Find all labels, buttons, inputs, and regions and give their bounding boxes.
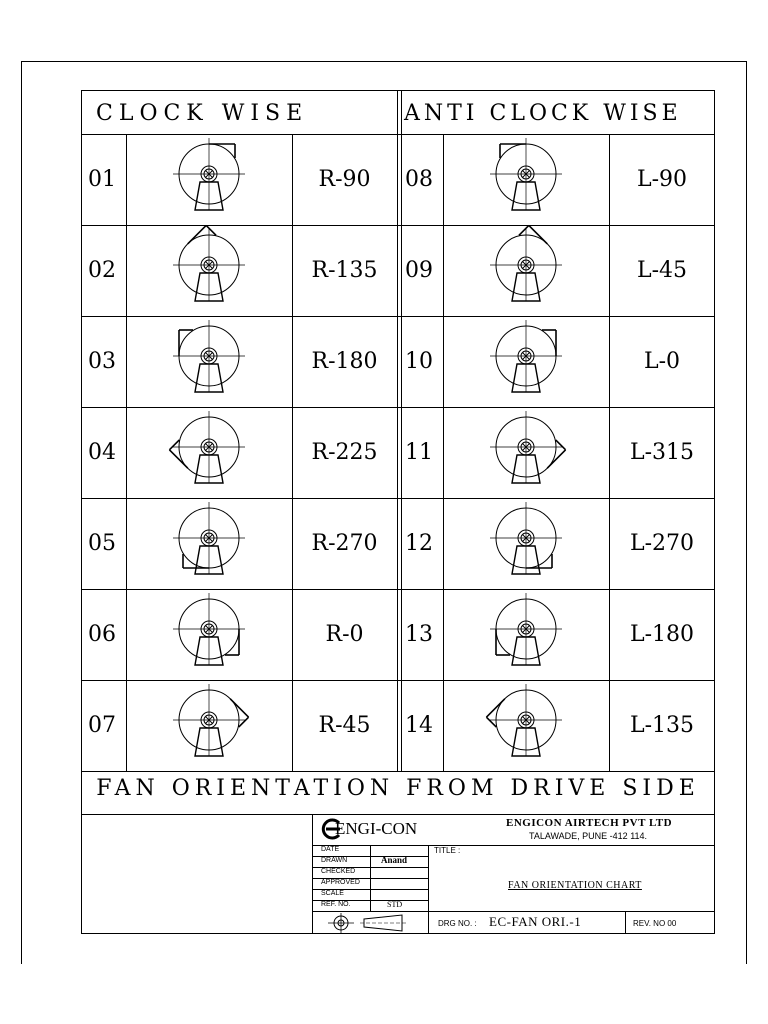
orientation-code: R-90 <box>318 167 371 192</box>
orientation-code: L-90 <box>636 167 688 192</box>
row-number: 07 <box>88 713 116 738</box>
orientation-code: R-270 <box>311 531 378 556</box>
drawing-title: FAN ORIENTATION CHART <box>508 880 642 891</box>
row-number: 12 <box>405 531 433 556</box>
row-number: 14 <box>405 713 433 738</box>
orientation-code: R-45 <box>318 713 371 738</box>
row-number: 08 <box>405 167 433 192</box>
title-label: TITLE : <box>434 846 461 855</box>
rule <box>428 845 429 934</box>
orientation-code: R-180 <box>311 349 378 374</box>
fan-orientation-icon <box>149 316 269 406</box>
scale-label: SCALE <box>321 890 344 897</box>
ref-no-value: STD <box>387 900 403 909</box>
fan-orientation-icon <box>149 134 269 224</box>
drawing-number: EC-FAN ORI.-1 <box>489 914 582 929</box>
fan-orientation-icon <box>466 225 586 315</box>
fan-orientation-icon <box>466 498 586 588</box>
fan-orientation-icon <box>466 680 586 770</box>
company-name: ENGICON AIRTECH PVT LTD <box>506 817 673 829</box>
header-anticlockwise: ANTI CLOCK WISE <box>404 101 682 126</box>
fan-orientation-icon <box>466 407 586 497</box>
row-number: 11 <box>405 440 433 465</box>
chart-caption: FAN ORIENTATION FROM DRIVE SIDE <box>96 776 700 801</box>
rule <box>81 814 715 815</box>
row-number: 13 <box>405 622 433 647</box>
row-number: 03 <box>88 349 116 374</box>
rule <box>312 814 313 934</box>
orientation-code: R-0 <box>325 622 364 647</box>
fan-orientation-icon <box>149 407 269 497</box>
orientation-code: R-135 <box>311 258 378 283</box>
rule <box>370 845 371 911</box>
fan-orientation-icon <box>149 225 269 315</box>
orientation-code: L-180 <box>629 622 695 647</box>
fan-orientation-icon <box>149 589 269 679</box>
orientation-code: R-225 <box>311 440 378 465</box>
row-number: 09 <box>405 258 433 283</box>
fan-orientation-icon <box>149 498 269 588</box>
rule <box>443 134 444 771</box>
orientation-code: L-315 <box>629 440 695 465</box>
row-number: 10 <box>405 349 433 374</box>
projection-symbol-icon <box>320 912 420 934</box>
date-label: DATE <box>321 846 340 853</box>
logo-text: ENGI-CON <box>335 819 418 838</box>
orientation-code: L-0 <box>643 349 681 374</box>
drg-no-label: DRG NO. : <box>438 919 477 928</box>
company-address: TALAWADE, PUNE -412 114. <box>529 831 648 841</box>
rule <box>625 911 626 934</box>
rule <box>312 845 715 846</box>
row-number: 05 <box>88 531 116 556</box>
revision-number: REV. NO 00 <box>633 919 677 928</box>
drawn-by: Anand <box>381 855 408 865</box>
fan-orientation-icon <box>466 589 586 679</box>
rule <box>401 90 402 771</box>
orientation-code: L-270 <box>629 531 695 556</box>
row-number: 06 <box>88 622 116 647</box>
fan-orientation-icon <box>149 680 269 770</box>
orientation-code: L-135 <box>629 713 695 738</box>
rule <box>397 90 398 771</box>
fan-orientation-icon <box>466 134 586 224</box>
approved-label: APPROVED <box>321 879 360 886</box>
rule <box>126 134 127 771</box>
fan-orientation-icon <box>466 316 586 406</box>
checked-label: CHECKED <box>321 868 356 875</box>
row-number: 04 <box>88 440 116 465</box>
rule <box>81 771 715 772</box>
row-number: 02 <box>88 258 116 283</box>
row-number: 01 <box>88 167 116 192</box>
header-clockwise: CLOCK WISE <box>96 101 309 126</box>
orientation-code: L-45 <box>636 258 688 283</box>
drawn-label: DRAWN <box>321 857 348 864</box>
ref-no-label: REF. NO. <box>321 901 351 908</box>
